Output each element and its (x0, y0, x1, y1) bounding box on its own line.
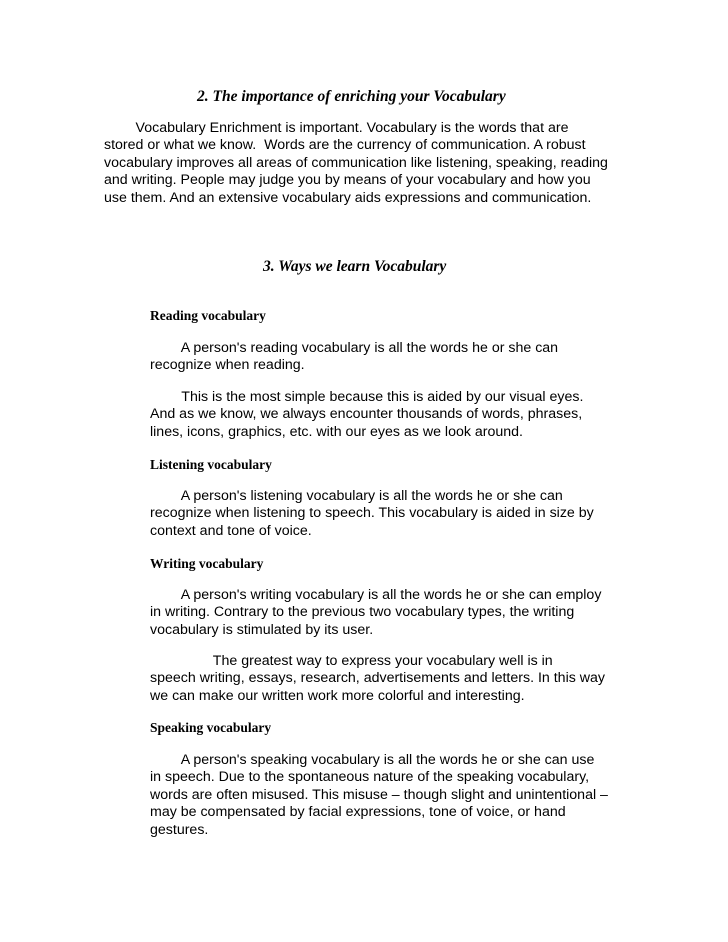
reading-paragraph-1 (150, 340, 558, 375)
text-line: speech writing, essays, research, advertisements and letters. In this way (150, 670, 605, 687)
text-line: A person's reading vocabulary is all the words he or she can (150, 340, 559, 356)
text-line: and writing. People may judge you by means of your vocabulary and how you (104, 172, 591, 189)
text-line: This is the most simple because this is aided by our visual eyes. (150, 389, 584, 405)
speaking-paragraph-1 (150, 752, 608, 839)
text-line: words are often misused. This misuse – though slight and unintentional – (150, 786, 608, 803)
text-line: vocabulary is stimulated by its user. (150, 621, 374, 638)
listening-vocabulary-title: Listening vocabulary (150, 457, 272, 472)
text-line: use them. And an extensive vocabulary aids expressions and communication. (104, 189, 592, 206)
section-3-heading: 3. Ways we learn Vocabulary (263, 258, 447, 275)
text-line: recognize when reading. (150, 357, 305, 374)
speaking-vocabulary-title: Speaking vocabulary (150, 720, 272, 735)
text-line: Vocabulary Enrichment is important. Vocabulary is the words that are (104, 120, 569, 136)
text-line: we can make our written work more colorful and interesting. (150, 687, 525, 704)
text-line: may be compensated by facial expressions, tone of voice, or hand (150, 804, 566, 821)
text-line: recognize when listening to speech. This vocabulary is aided in size by (150, 505, 594, 522)
text-line: gestures. (150, 821, 209, 838)
section-2-heading: 2. The importance of enriching your Vocabulary (197, 88, 506, 105)
writing-vocabulary-title: Writing vocabulary (150, 556, 264, 571)
text-line: stored or what we know. Words are the currency of communication. A robust (104, 137, 586, 154)
writing-paragraph-1 (150, 587, 601, 639)
writing-paragraph-2 (150, 653, 605, 705)
text-line: in speech. Due to the spontaneous nature of the speaking vocabulary, (150, 769, 590, 786)
text-line: And as we know, we always encounter thousands of words, phrases, (150, 406, 583, 423)
listening-paragraph-1 (150, 488, 594, 540)
text-line: lines, icons, graphics, etc. with our eyes as we look around. (150, 423, 524, 440)
text-line: A person's writing vocabulary is all the words he or she can employ (150, 587, 602, 603)
text-line: The greatest way to express your vocabulary well is in (150, 653, 553, 669)
text-line: A person's speaking vocabulary is all the words he or she can use (150, 752, 595, 768)
reading-vocabulary-title: Reading vocabulary (150, 308, 266, 323)
section-2-paragraph (104, 120, 608, 207)
reading-paragraph-2 (150, 389, 583, 441)
text-line: in writing. Contrary to the previous two vocabulary types, the writing (150, 604, 575, 621)
text-line: vocabulary improves all areas of communication like listening, speaking, reading (104, 154, 608, 171)
text-line: context and tone of voice. (150, 522, 312, 539)
text-line: A person's listening vocabulary is all the words he or she can (150, 488, 563, 504)
